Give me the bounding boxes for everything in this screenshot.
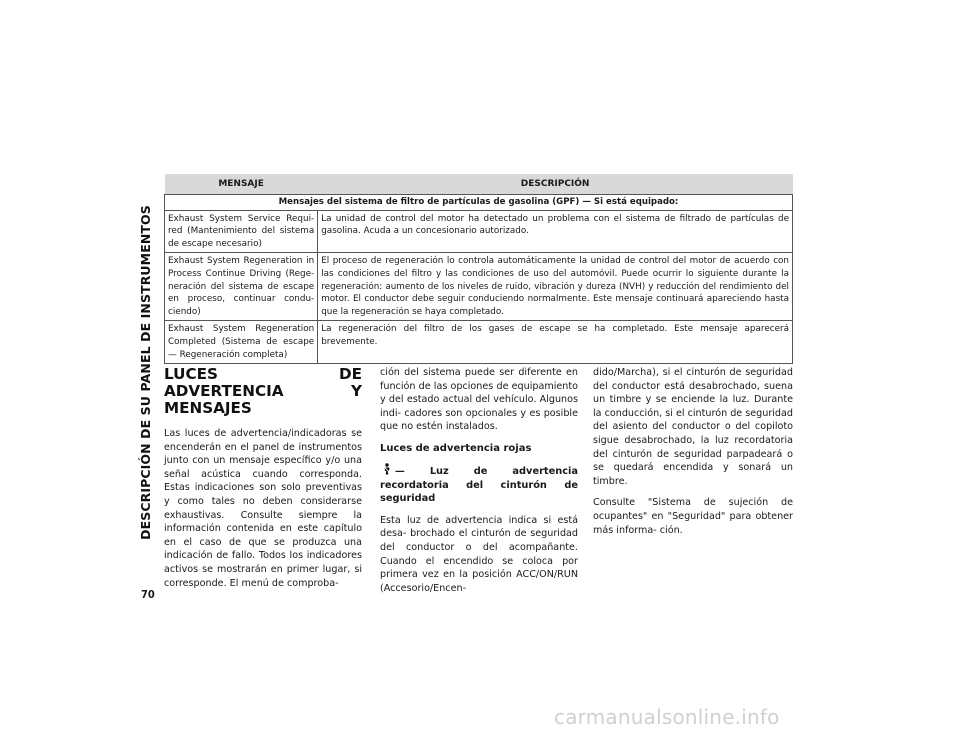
watermark: carmanualsonline.info <box>554 705 780 729</box>
messages-table <box>164 174 793 364</box>
description-cell: El proceso de regeneración lo controla automáticamente la unidad de control del motor de acuerdo con las condiciones del filtro y las condiciones de uso del automóvil. Puede ocurrir lo siguiente durante la regeneración: aumento de los niveles de ruido, vibración y dureza (NVH) y reducción del rendimiento del motor. El conductor debe seguir conduciendo normalmente. Este mensaje continuará apareciendo hasta que la regeneración se haya completado. <box>318 253 793 321</box>
text-column-3 <box>593 366 793 545</box>
description-cell: La unidad de control del motor ha detectado un problema con el sistema de filtrado de partículas de gasolina. Acuda a un concesionario autorizado. <box>318 210 793 253</box>
side-chapter-title <box>134 172 156 572</box>
reference-paragraph: Consulte "Sistema de sujeción de ocupantes" en "Seguridad" para obtener más informa- ción. <box>593 497 793 536</box>
section-heading: LUCES DE ADVERTENCIA Y MENSAJES <box>164 365 362 417</box>
seatbelt-continued-paragraph: dido/Marcha), si el cinturón de seguridad del conductor está desabrochado, suena un timbre y se enciende la luz. Durante la conducción, si el cinturón de seguridad del asiento del conductor o del copiloto sigue desabrochado, la luz recordatoria del cinturón de seguridad parpadeará o se quedará encendida y sonará un timbre. <box>593 367 793 487</box>
description-cell: La regeneración del filtro de los gases de escape se ha completado. Este mensaje aparecerá brevemente. <box>318 321 793 364</box>
message-cell: Exhaust System Regeneration Completed (Sistema de escape — Regeneración completa) <box>165 321 318 364</box>
group-title: Mensajes del sistema de filtro de partículas de gasolina (GPF) — Si está equipado: <box>165 195 793 211</box>
text-column-1 <box>164 366 362 598</box>
side-chapter-title-text: DESCRIPCIÓN DE SU PANEL DE INSTRUMENTOS <box>137 204 153 540</box>
seatbelt-paragraph: Esta luz de advertencia indica si está desa- brochado el cinturón de seguridad del conductor o del acompañante. Cuando el encendido se coloca por primera vez en la posición ACC/ON/RUN (Accesorio/Encen- <box>380 514 578 594</box>
page-number: 70 <box>141 588 155 601</box>
table-row <box>165 210 793 253</box>
system-check-paragraph: ción del sistema puede ser diferente en función de las opciones de equipamiento y del estado actual del vehículo. Algunos indi- cadores son opcionales y es posible que no estén instalados. <box>380 367 578 433</box>
message-cell: Exhaust System Service Requi- red (Mantenimiento del sistema de escape necesario) <box>165 210 318 253</box>
table-group-row <box>165 195 793 211</box>
seatbelt-heading <box>380 463 578 506</box>
message-cell: Exhaust System Regeneration in Process Continue Driving (Rege- neración del sistema de escape en proceso, continuar condu- ciendo) <box>165 253 318 321</box>
header-message: MENSAJE <box>165 174 318 195</box>
text-column-2 <box>380 366 578 603</box>
table-row <box>165 253 793 321</box>
header-description: DESCRIPCIÓN <box>318 174 793 195</box>
intro-paragraph: Las luces de advertencia/indicadoras se encenderán en el panel de instrumentos junto con un mensaje específico y/o una señal acústica cuando corresponda. Estas indicaciones son solo preventivas y como tales no deben considerarse exhaustivas. Consulte siempre la información contenida en este capítulo en el caso de que se produzca una indicación de fallo. Todos los indicadores activos se mostrarán en primer lugar, si corresponde. El menú de comproba- <box>164 428 362 589</box>
seatbelt-icon <box>382 463 392 475</box>
seatbelt-heading-text: — Luz de advertencia recordatoria del cinturón de seguridad <box>380 465 578 505</box>
table-row <box>165 321 793 364</box>
table-header-row <box>165 174 793 195</box>
red-lights-heading: Luces de advertencia rojas <box>380 442 532 454</box>
